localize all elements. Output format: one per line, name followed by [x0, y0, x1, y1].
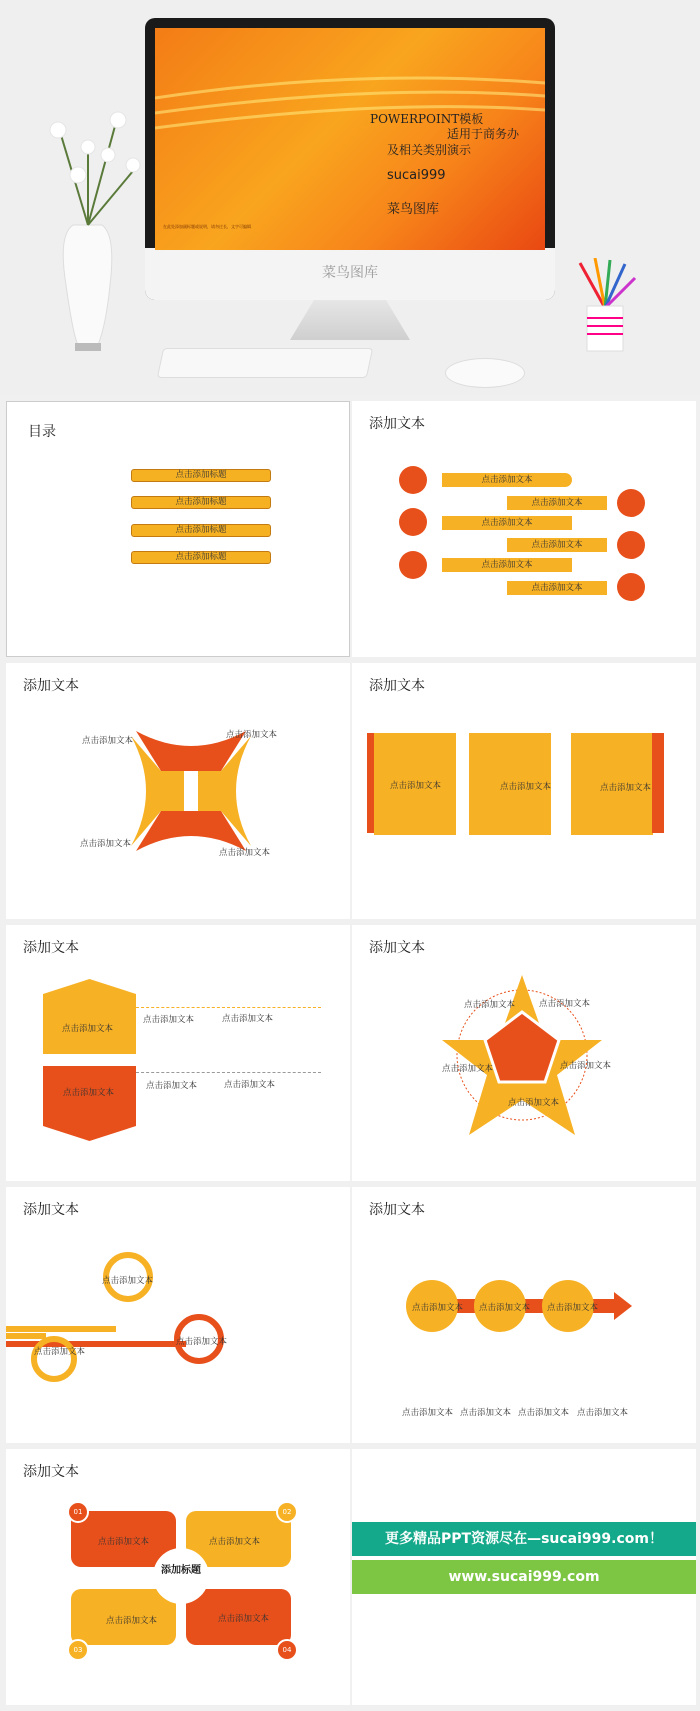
label: 点击添加文本	[82, 736, 134, 746]
monitor-screen	[155, 28, 545, 250]
text-bar: 点击添加文本	[442, 473, 572, 487]
label: 点击添加文本	[102, 1276, 154, 1286]
label: 点击添加文本	[34, 1347, 86, 1357]
monitor-stand	[290, 300, 410, 340]
label: 点击添加文本	[442, 1064, 494, 1074]
slide-4	[352, 663, 696, 919]
label: 点击添加文本	[62, 1024, 114, 1034]
hero-mockup	[0, 0, 700, 395]
text-bar: 点击添加文本	[442, 516, 572, 530]
screen-footnote: 在此处添加副标题或说明，请勿过长，文字可编辑	[163, 224, 251, 229]
number-badge: 02	[276, 1501, 298, 1523]
star-diagram	[437, 970, 607, 1140]
label: 点击添加文本	[402, 1408, 454, 1418]
slide-9	[6, 1449, 350, 1705]
arrow-head	[614, 1292, 632, 1320]
slide-5	[6, 925, 350, 1181]
hexagon-top	[43, 979, 136, 1054]
slide-7	[6, 1187, 350, 1443]
slide-2	[352, 401, 696, 657]
circle-label: 点击添加文本	[547, 1303, 599, 1313]
circle-label: 点击添加文本	[412, 1303, 464, 1313]
brand-en: sucai999	[387, 168, 446, 183]
label: 点击添加文本	[146, 1081, 198, 1091]
divider	[136, 1007, 321, 1008]
flower-vase-image	[18, 85, 148, 365]
center-title: 添加标题	[161, 1565, 201, 1576]
circle-node	[399, 551, 427, 579]
label: 点击添加文本	[98, 1537, 150, 1547]
label: 点击添加文本	[508, 1098, 560, 1108]
slide-title: 添加文本	[369, 1202, 425, 1218]
label: 点击添加文本	[224, 1080, 276, 1090]
ribbon-edge	[652, 733, 664, 833]
hexagon-bottom	[43, 1066, 136, 1141]
number-badge: 01	[67, 1501, 89, 1523]
label: 点击添加文本	[464, 1000, 516, 1010]
slide-toc	[6, 401, 350, 657]
number-badge: 04	[276, 1639, 298, 1661]
label: 点击添加文本	[500, 782, 552, 792]
slide-title: 添加文本	[23, 1464, 79, 1480]
four-petal-shape	[126, 726, 256, 856]
label: 点击添加文本	[577, 1408, 629, 1418]
label: 点击添加文本	[209, 1537, 261, 1547]
slide-title: 目录	[28, 424, 56, 440]
label: 点击添加文本	[518, 1408, 570, 1418]
label: 点击添加文本	[390, 781, 442, 791]
slide-title: 添加文本	[369, 416, 425, 432]
label: 点击添加文本	[222, 1014, 274, 1024]
label: 点击添加文本	[143, 1015, 195, 1025]
slide-title: 添加文本	[23, 678, 79, 694]
brand-cn: 菜鸟图库	[387, 202, 440, 217]
label: 点击添加文本	[219, 848, 271, 858]
keyboard-image	[157, 348, 373, 378]
toc-item: 点击添加标题	[131, 496, 271, 509]
circle-node	[617, 573, 645, 601]
ppt-title-1: POWERPOINT模板	[370, 112, 484, 126]
monitor-brand: 菜鸟图库	[322, 265, 378, 281]
text-bar: 点击添加文本	[507, 581, 607, 595]
circle-node	[399, 466, 427, 494]
ppt-title-2: 适用于商务办	[447, 127, 520, 141]
label: 点击添加文本	[106, 1616, 158, 1626]
text-bar: 点击添加文本	[442, 558, 572, 572]
label: 点击添加文本	[560, 1061, 612, 1071]
promo-banner-url[interactable]: www.sucai999.com	[352, 1560, 696, 1594]
monitor-chin	[145, 248, 555, 300]
text-bar: 点击添加文本	[507, 496, 607, 510]
toc-item: 点击添加标题	[131, 551, 271, 564]
ppt-title-3: 及相关类别演示	[387, 143, 472, 157]
curve-lines	[6, 1247, 236, 1387]
slide-8	[352, 1187, 696, 1443]
slide-title: 添加文本	[23, 940, 79, 956]
label: 点击添加文本	[600, 783, 652, 793]
label: 点击添加文本	[539, 999, 591, 1009]
divider	[136, 1072, 321, 1073]
toc-item: 点击添加标题	[131, 469, 271, 482]
label: 点击添加文本	[226, 730, 278, 740]
label: 点击添加文本	[80, 839, 132, 849]
toc-item: 点击添加标题	[131, 524, 271, 537]
label: 点击添加文本	[63, 1088, 115, 1098]
circle-label: 点击添加文本	[479, 1303, 531, 1313]
label: 点击添加文本	[218, 1614, 270, 1624]
circle-node	[617, 531, 645, 559]
number-badge: 03	[67, 1639, 89, 1661]
promo-banner-top[interactable]: 更多精品PPT资源尽在—sucai999.com！	[352, 1522, 696, 1556]
label: 点击添加文本	[176, 1337, 228, 1347]
slide-6	[352, 925, 696, 1181]
label: 点击添加文本	[460, 1408, 512, 1418]
mouse-image	[445, 358, 525, 388]
text-bar: 点击添加文本	[507, 538, 607, 552]
slide-title: 添加文本	[369, 940, 425, 956]
slide-title: 添加文本	[23, 1202, 79, 1218]
circle-node	[399, 508, 427, 536]
circle-node	[617, 489, 645, 517]
slide-3	[6, 663, 350, 919]
pencil-cup-image	[570, 258, 640, 378]
slide-title: 添加文本	[369, 678, 425, 694]
